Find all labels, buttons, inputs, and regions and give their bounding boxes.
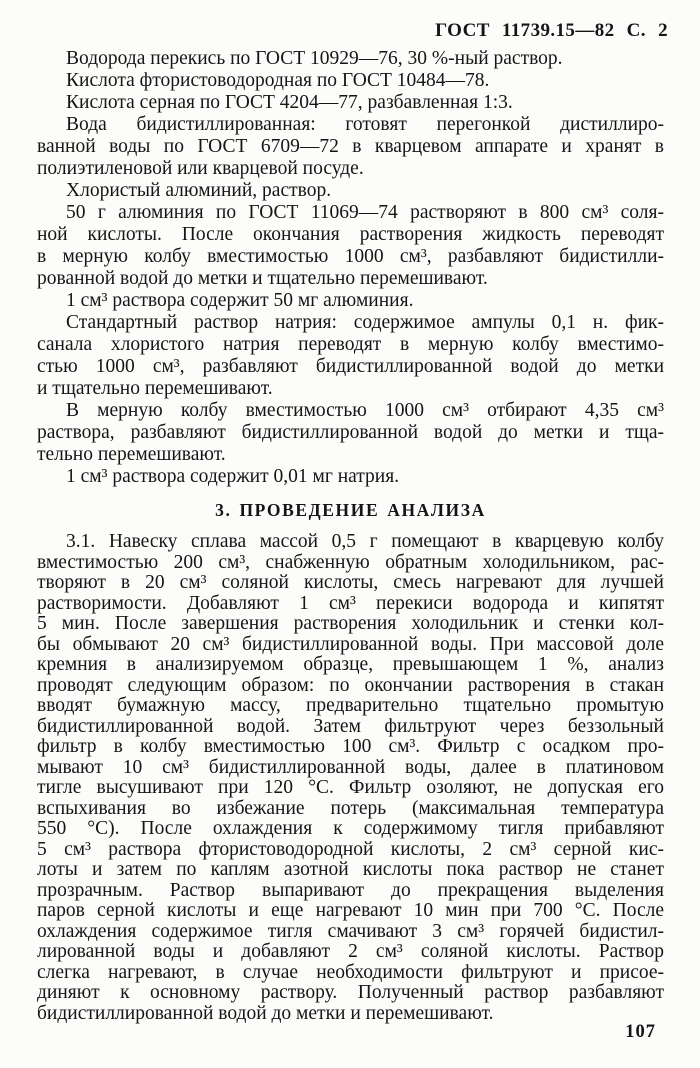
text-line: 3.1. Навеску сплава массой 0,5 г помещают в кварцевую колбу: [66, 531, 664, 552]
text-line: прозрачным. Раствор выпаривают до прекращения выделения: [37, 879, 664, 901]
text-line: бидистиллированной водой. Затем фильтруют через беззольный: [37, 715, 664, 737]
paragraph: [37, 180, 664, 202]
text-line: кремния в анализируемом образце, превышающем 1 %, анализ: [37, 654, 664, 675]
text-line: вспыхивания во избежание потерь (максимальная температура: [37, 797, 664, 819]
text-line: лоты и затем по каплям азотной кислоты пока раствор не станет: [37, 859, 664, 880]
text-line: 1 см³ раствора содержит 50 мг алюминия.: [66, 290, 414, 311]
text-line: Хлористый алюминий, раствор.: [66, 180, 332, 201]
page-number: 107: [625, 1022, 656, 1042]
paragraph: [37, 466, 664, 488]
paragraph: [37, 290, 664, 312]
text-line: Водорода перекись по ГОСТ 10929—76, 30 %-ный раствор.: [66, 48, 563, 69]
text-line: Стандартный раствор натрия: содержимое ампулы 0,1 н. фик-: [66, 312, 664, 333]
text-line: диняют к основному раствору. Полученный раствор разбавляют: [37, 982, 664, 1003]
text-line: стью 1000 см³, разбавляют бидистиллированной водой до метки: [37, 356, 664, 377]
text-line: раствора, разбавляют бидистиллированной водой до метки и тща-: [37, 422, 664, 443]
text-line: Вода бидистиллированная: готовят перегонкой дистиллиро-: [66, 114, 664, 135]
paragraph: [37, 114, 664, 180]
paragraph: [37, 400, 664, 466]
paragraph: [37, 312, 664, 400]
text-line: 550 °С). После охлаждения к содержимому тигля прибавляют: [37, 818, 664, 839]
text-line: 5 мин. После завершения растворения холодильник и стенки кол-: [37, 613, 664, 634]
text-line: санала хлористого натрия переводят в мерную колбу вместимо-: [37, 334, 664, 355]
text-line: полиэтиленовой или кварцевой посуде.: [37, 158, 364, 179]
text-line: вводят бумажную массу, предварительно тщательно промытую: [37, 695, 664, 716]
paragraph: [37, 92, 664, 114]
section-heading: 3. ПРОВЕДЕНИЕ АНАЛИЗА: [215, 500, 486, 520]
text-line: мывают 10 см³ бидистиллированной воды, далее в платиновом: [37, 756, 664, 778]
text-line: растворимости. Добавляют 1 см³ перекиси водорода и кипятят: [37, 592, 664, 614]
text-line: творяют в 20 см³ соляной кислоты, смесь нагревают для лучшей: [37, 572, 664, 593]
paragraph: [37, 48, 664, 70]
text-line: ной кислоты. После окончания растворения жидкость переводят: [37, 224, 664, 245]
text-line: 50 г алюминия по ГОСТ 11069—74 растворяют в 800 см³ соля-: [66, 202, 664, 223]
text-line: паров серной кислоты и еще нагревают 10 мин при 700 °С. После: [37, 900, 664, 921]
text-line: охлаждения содержимое тигля смачивают 3 см³ горячей бидистил-: [37, 920, 664, 942]
running-header: ГОСТ 11739.15—82 С. 2: [435, 20, 668, 41]
paragraph: [37, 70, 664, 92]
text-line: вместимостью 200 см³, снабженную обратным холодильником, рас-: [37, 551, 664, 573]
text-line: фильтр в колбу вместимостью 100 см³. Фильтр с осадком про-: [37, 736, 664, 757]
text-line: 1 см³ раствора содержит 0,01 мг натрия.: [66, 466, 400, 487]
text-line: проводят следующим образом: по окончании растворения в стакан: [37, 674, 664, 696]
text-line: слегка нагревают, в случае необходимости фильтруют и присое-: [37, 961, 664, 983]
paragraph: [37, 532, 664, 1024]
text-line: ванной воды по ГОСТ 6709—72 в кварцевом аппарате и хранят в: [37, 136, 664, 157]
text-line: Кислота серная по ГОСТ 4204—77, разбавленная 1:3.: [66, 92, 513, 113]
text-line: тельно перемешивают.: [37, 444, 226, 465]
text-line: рованной водой до метки и тщательно перемешивают.: [37, 268, 488, 289]
text-line: бидистиллированной водой до метки и перемешивают.: [37, 1002, 494, 1024]
text-line: и тщательно перемешивают.: [37, 378, 273, 399]
paragraph: [37, 202, 664, 290]
text-line: лированной воды и добавляют 2 см³ соляной кислоты. Раствор: [37, 941, 664, 962]
text-line: тигле высушивают при 120 °С. Фильтр озоляют, не допуская его: [37, 777, 664, 798]
text-line: Кислота фтористоводородная по ГОСТ 10484—78.: [66, 70, 490, 91]
text-line: В мерную колбу вместимостью 1000 см³ отбирают 4,35 см³: [66, 400, 664, 421]
text-line: 5 см³ раствора фтористоводородной кислоты, 2 см³ серной кис-: [37, 838, 664, 860]
document-body: [37, 48, 664, 1024]
text-line: в мерную колбу вместимостью 1000 см³, разбавляют бидистилли-: [37, 246, 664, 267]
text-line: бы обмывают 20 см³ бидистиллированной воды. При массовой доле: [37, 633, 664, 655]
